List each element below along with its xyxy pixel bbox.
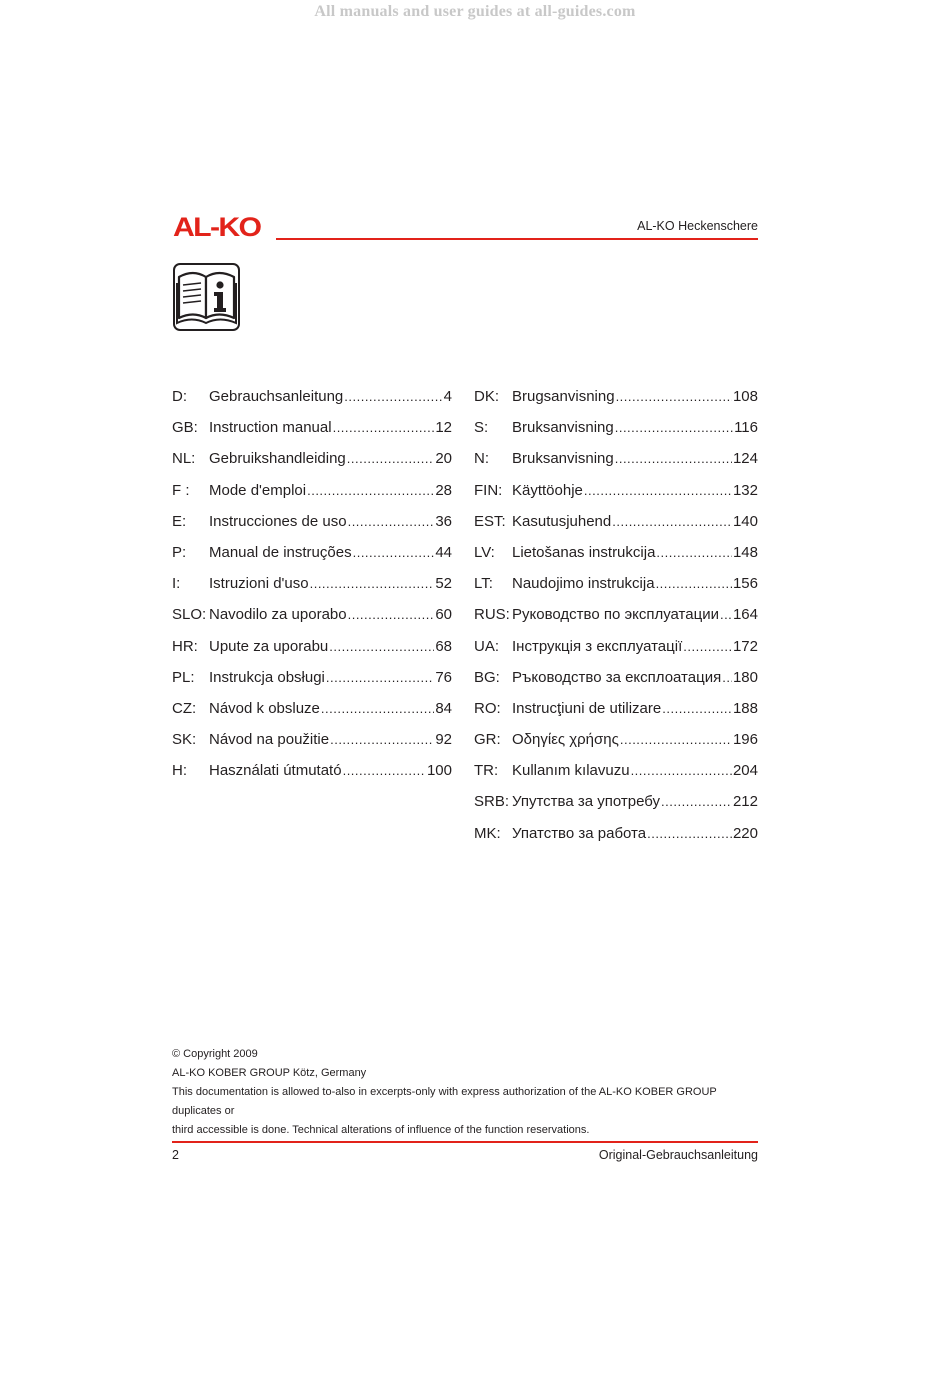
toc-leader-dots	[720, 604, 732, 626]
toc-language-code: DK:	[474, 388, 500, 405]
toc-language-code: P:	[172, 543, 187, 561]
toc-page-number: 108	[732, 388, 758, 405]
toc-entry	[172, 448, 452, 479]
toc-title: Ръководство за експлоатация	[512, 668, 722, 686]
toc-leader-dots	[616, 386, 732, 408]
toc-language-code: SRB:	[474, 793, 510, 811]
toc-entry	[474, 511, 758, 542]
toc-title: Instrucţiuni de utilizare	[512, 699, 662, 717]
toc-language-code: SK:	[172, 731, 197, 749]
notice-line-2: third accessible is done. Technical alterations of influence of the function reservations.	[172, 1124, 590, 1136]
header-title: AL-KO Heckenschere	[637, 219, 758, 233]
toc-entry	[172, 698, 452, 729]
toc-language-code: BG:	[474, 668, 500, 686]
toc-leader-dots	[584, 480, 732, 502]
toc-title: Bruksanvisning	[512, 419, 614, 437]
toc-entry	[474, 823, 758, 854]
toc-leader-dots	[326, 667, 434, 689]
toc-title: Návod na použitie	[209, 731, 330, 749]
toc-leader-dots	[647, 823, 732, 845]
copyright-line: © Copyright 2009	[172, 1048, 258, 1060]
toc-entry	[172, 386, 452, 417]
toc-leader-dots	[661, 791, 732, 813]
toc-title: Οδηγίες χρήσης	[512, 731, 619, 749]
toc-leader-dots	[330, 729, 434, 751]
toc-entry	[474, 760, 758, 791]
toc-entry	[172, 417, 452, 448]
toc-entry	[474, 604, 758, 635]
toc-entry	[172, 729, 452, 760]
toc-page-number: 132	[732, 481, 758, 499]
company-line: AL-KO KOBER GROUP Kötz, Germany	[172, 1067, 367, 1079]
header-divider	[276, 238, 758, 240]
notice-line-1: This documentation is allowed to-also in excerpts-only with express authorization of the AL-KO KOBER GROUP duplicates or	[172, 1086, 717, 1117]
toc-left-column	[172, 386, 452, 791]
toc-page-number: 148	[732, 543, 758, 561]
toc-entry	[474, 386, 758, 417]
toc-page-number: 172	[732, 637, 758, 655]
toc-page-number: 44	[435, 543, 452, 561]
toc-entry	[474, 698, 758, 729]
toc-entry	[172, 573, 452, 604]
toc-page-number: 20	[435, 450, 452, 468]
toc-leader-dots	[620, 729, 732, 751]
toc-title: Bruksanvisning	[512, 450, 614, 468]
toc-page-number: 4	[443, 388, 452, 405]
toc-page-number: 36	[435, 512, 452, 530]
toc-language-code: GR:	[474, 731, 501, 749]
toc-page-number: 100	[426, 762, 452, 780]
toc-title: Упатство за работа	[512, 824, 647, 842]
toc-language-code: EST:	[474, 512, 506, 530]
toc-entry	[474, 791, 758, 822]
toc-leader-dots	[656, 573, 732, 595]
toc-leader-dots	[307, 480, 434, 502]
toc-entry	[474, 417, 758, 448]
toc-language-code: TR:	[474, 762, 499, 780]
toc-leader-dots	[631, 760, 732, 782]
toc-language-code: GB:	[172, 419, 198, 437]
book-info-icon	[173, 263, 240, 331]
toc-page-number: 28	[435, 481, 452, 499]
toc-entry	[474, 448, 758, 479]
toc-title: Manual de instruções	[209, 543, 352, 561]
toc-title: Upute za uporabu	[209, 637, 329, 655]
toc-entry	[474, 636, 758, 667]
toc-leader-dots	[662, 698, 732, 720]
toc-leader-dots	[333, 417, 435, 439]
toc-title: Käyttöohje	[512, 481, 583, 499]
toc-page-number: 68	[435, 637, 452, 655]
toc-title: Instrukcja obsługi	[209, 668, 325, 686]
toc-leader-dots	[321, 698, 434, 720]
toc-page-number: 52	[435, 575, 452, 593]
toc-language-code: F :	[172, 481, 190, 499]
toc-title: Упутства за употребу	[512, 793, 661, 811]
toc-language-code: UA:	[474, 637, 500, 655]
toc-language-code: E:	[172, 512, 187, 530]
toc-title: Руководство по эксплуатации	[512, 606, 719, 624]
toc-leader-dots	[722, 667, 732, 689]
toc-title: Інструкція з експлуатації	[512, 637, 683, 655]
toc-page-number: 84	[435, 699, 452, 717]
toc-leader-dots	[612, 511, 732, 533]
toc-entry	[172, 636, 452, 667]
toc-language-code: N:	[474, 450, 489, 468]
toc-page-number: 76	[435, 668, 452, 686]
toc-language-code: D:	[172, 388, 187, 405]
page-number: 2	[172, 1148, 179, 1162]
toc-leader-dots	[348, 511, 435, 533]
toc-entry	[474, 542, 758, 573]
footer-divider	[172, 1141, 758, 1143]
toc-page-number: 212	[732, 793, 758, 811]
toc-language-code: CZ:	[172, 699, 197, 717]
toc-page-number: 12	[435, 419, 452, 437]
toc-title: Naudojimo instrukcija	[512, 575, 655, 593]
toc-title: Kullanım kılavuzu	[512, 762, 630, 780]
footer-label: Original-Gebrauchsanleitung	[598, 1148, 758, 1162]
toc-language-code: RUS:	[474, 606, 510, 624]
toc-title: Návod k obsluze	[209, 699, 320, 717]
toc-entry	[474, 573, 758, 604]
toc-leader-dots	[615, 417, 733, 439]
toc-leader-dots	[348, 604, 435, 626]
toc-leader-dots	[656, 542, 732, 564]
toc-page-number: 116	[734, 419, 758, 437]
toc-entry	[474, 729, 758, 760]
toc-title: Instrucciones de uso	[209, 512, 347, 530]
toc-leader-dots	[310, 573, 435, 595]
toc-language-code: SLO:	[172, 606, 207, 624]
toc-page-number: 196	[732, 731, 758, 749]
toc-leader-dots	[353, 542, 435, 564]
toc-entry	[474, 480, 758, 511]
toc-leader-dots	[347, 448, 435, 470]
toc-language-code: MK:	[474, 824, 501, 842]
toc-title: Brugsanvisning	[512, 388, 615, 405]
toc-language-code: H:	[172, 762, 187, 780]
toc-entry	[172, 760, 452, 791]
toc-entry	[172, 542, 452, 573]
toc-language-code: PL:	[172, 668, 195, 686]
toc-entry	[172, 604, 452, 635]
toc-leader-dots	[683, 636, 732, 658]
toc-page-number: 156	[732, 575, 758, 593]
toc-language-code: RO:	[474, 699, 501, 717]
toc-language-code: NL:	[172, 450, 196, 468]
toc-language-code: I:	[172, 575, 181, 593]
toc-language-code: HR:	[172, 637, 198, 655]
toc-page-number: 180	[732, 668, 758, 686]
toc-page-number: 124	[732, 450, 758, 468]
copyright-block	[172, 1045, 762, 1140]
toc-entry	[172, 511, 452, 542]
toc-page-number: 164	[732, 606, 758, 624]
toc-title: Használati útmutató	[209, 762, 342, 780]
toc-page-number: 140	[732, 512, 758, 530]
toc-entry	[172, 667, 452, 698]
toc-page-number: 188	[732, 699, 758, 717]
toc-right-column	[474, 386, 758, 854]
toc-title: Istruzioni d'uso	[209, 575, 309, 593]
toc-language-code: S:	[474, 419, 489, 437]
toc-page-number: 220	[732, 824, 758, 842]
toc-title: Navodilo za uporabo	[209, 606, 347, 624]
toc-leader-dots	[344, 386, 442, 408]
toc-page-number: 60	[435, 606, 452, 624]
toc-language-code: LT:	[474, 575, 493, 593]
toc-entry	[172, 480, 452, 511]
toc-leader-dots	[329, 636, 434, 658]
toc-page-number: 204	[732, 762, 758, 780]
toc-language-code: LV:	[474, 543, 495, 561]
toc-leader-dots	[615, 448, 732, 470]
toc-title: Mode d'emploi	[209, 481, 307, 499]
toc-title: Lietošanas instrukcija	[512, 543, 656, 561]
toc-entry	[474, 667, 758, 698]
toc-title: Instruction manual	[209, 419, 332, 437]
toc-title: Kasutusjuhend	[512, 512, 612, 530]
toc-leader-dots	[343, 760, 426, 782]
toc-language-code: FIN:	[474, 481, 503, 499]
alko-logo: AL-KO	[173, 212, 261, 242]
watermark: All manuals and user guides at all-guides.com	[314, 3, 636, 20]
toc-title: Gebrauchsanleitung	[209, 388, 344, 405]
toc-page-number: 92	[435, 731, 452, 749]
toc-title: Gebruikshandleiding	[209, 450, 346, 468]
